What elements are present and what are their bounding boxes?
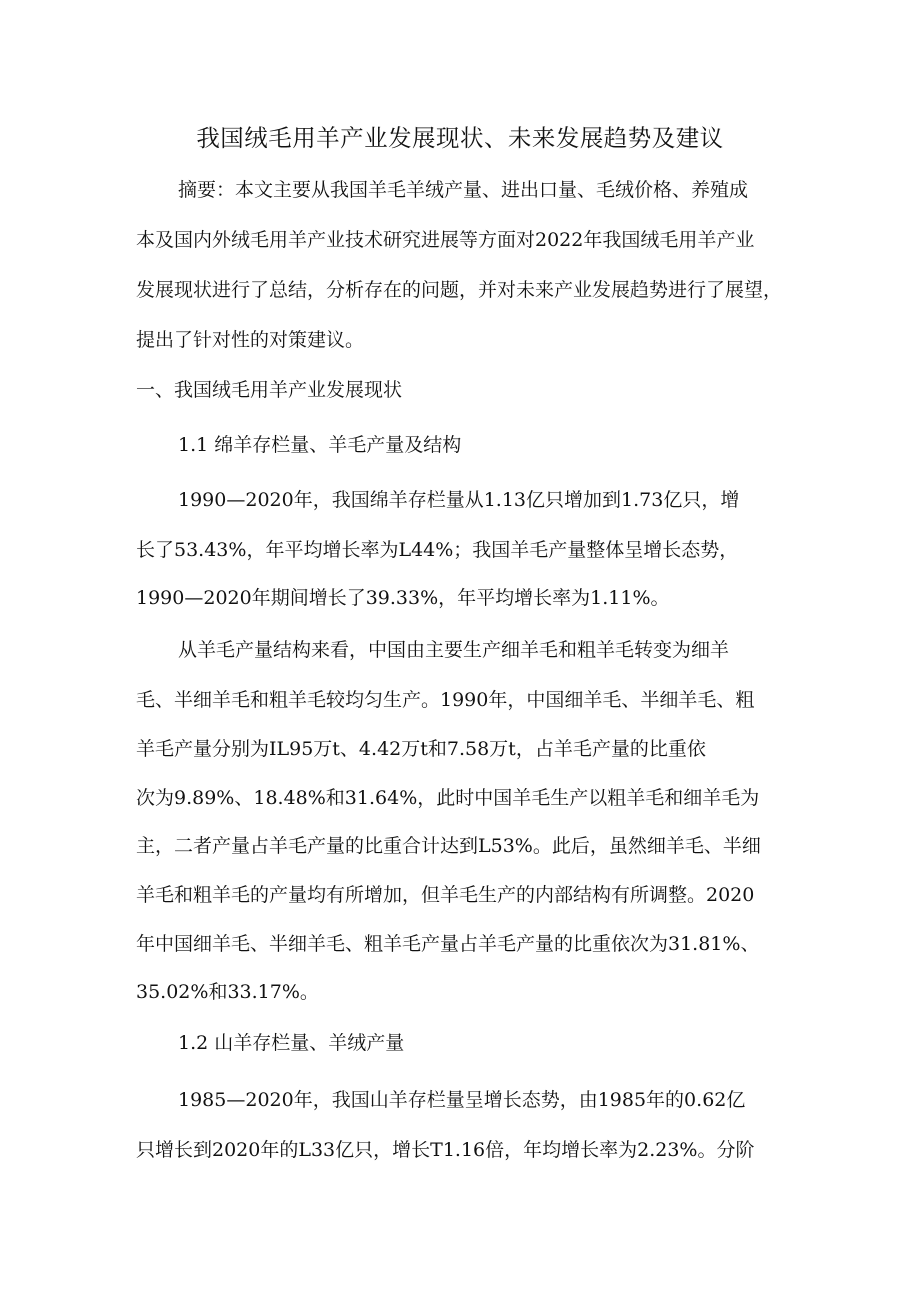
paragraph-line: 只增长到2020年的L33亿只，增长T1.16倍，年均增长率为2.23%。分阶 [136, 1139, 755, 1161]
paragraph-line: 年中国细羊毛、半细羊毛、粗羊毛产量占羊毛产量的比重依次为31.81%、 [136, 933, 760, 955]
paragraph-line: 主，二者产量占羊毛产量的比重合计达到L53%。此后，虽然细羊毛、半细 [136, 835, 761, 857]
paragraph-line: 羊毛产量分别为IL95万t、4.42万t和7.58万t，占羊毛产量的比重依 [136, 738, 706, 760]
abstract-line: 提出了针对性的对策建议。 [136, 329, 365, 351]
paragraph-line: 1985—2020年，我国山羊存栏量呈增长态势，由1985年的0.62亿 [178, 1089, 746, 1111]
document-title: 我国绒毛用羊产业发展现状、未来发展趋势及建议 [196, 124, 724, 152]
paragraph-line: 羊毛和粗羊毛的产量均有所增加，但羊毛生产的内部结构有所调整。2020 [136, 884, 755, 906]
paragraph-line: 从羊毛产量结构来看，中国由主要生产细羊毛和粗羊毛转变为细羊 [178, 639, 730, 661]
abstract-line: 本及国内外绒毛用羊产业技术研究进展等方面对2022年我国绒毛用羊产业 [136, 229, 755, 251]
paragraph-line: 毛、半细羊毛和粗羊毛较均匀生产。1990年，中国细羊毛、半细羊毛、粗 [136, 689, 755, 711]
section-heading: 一、我国绒毛用羊产业发展现状 [136, 379, 403, 401]
paragraph-line: 35.02%和33.17%。 [136, 981, 319, 1003]
paragraph-line: 1990—2020年期间增长了39.33%，年平均增长率为1.11%。 [136, 587, 670, 609]
abstract-line: 摘要：本文主要从我国羊毛羊绒产量、进出口量、毛绒价格、养殖成 [178, 179, 749, 201]
paragraph-line: 长了53.43%，年平均增长率为L44%；我国羊毛产量整体呈增长态势， [136, 539, 739, 561]
subsection-heading: 1.1 绵羊存栏量、羊毛产量及结构 [178, 434, 462, 456]
paragraph-line: 1990—2020年，我国绵羊存栏量从1.13亿只增加到1.73亿只，增 [178, 489, 740, 511]
abstract-line: 发展现状进行了总结，分析存在的问题，并对未来产业发展趋势进行了展望， [136, 279, 783, 301]
paragraph-line: 次为9.89%、18.48%和31.64%，此时中国羊毛生产以粗羊毛和细羊毛为 [136, 787, 760, 809]
subsection-heading: 1.2 山羊存栏量、羊绒产量 [178, 1032, 405, 1054]
